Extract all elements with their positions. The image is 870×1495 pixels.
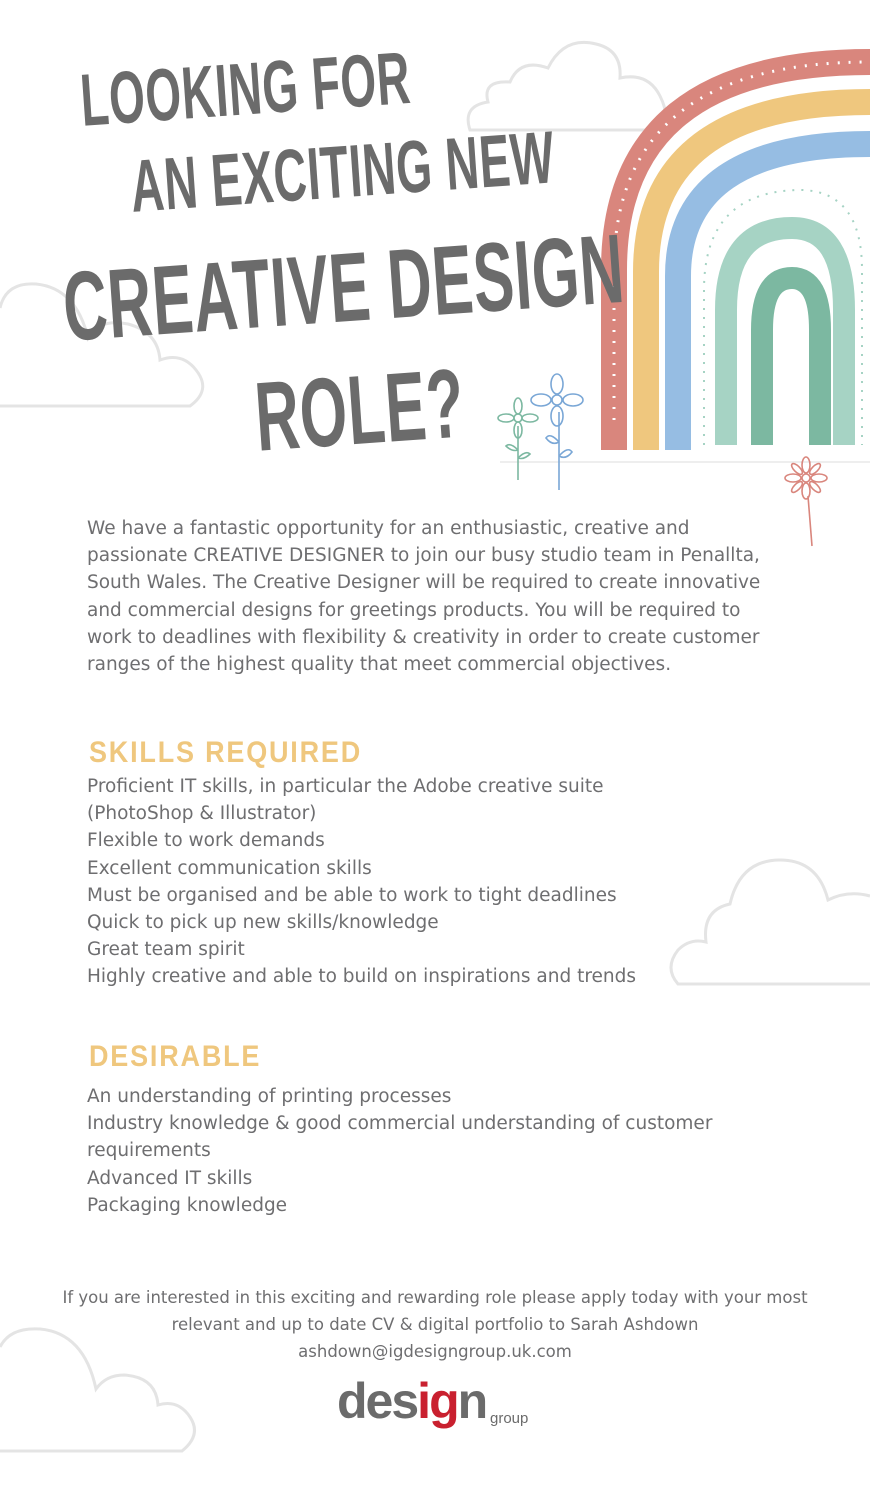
rainbow-illustration bbox=[592, 40, 870, 470]
list-item: Excellent communication skills bbox=[87, 857, 372, 879]
headline-line-4: ROLE? bbox=[251, 347, 468, 472]
list-item: Must be organised and be able to work to tight deadlines bbox=[87, 884, 617, 906]
list-item: Packaging knowledge bbox=[87, 1194, 288, 1216]
flower-red-illustration bbox=[784, 456, 828, 550]
intro-paragraph: We have a fantastic opportunity for an enthusiastic, creative and passionate CREATIVE DESIGNER to join our busy studio team in Penalltа, South Wales. The Creative Designer will be required to create innovative and commercial designs for greetings products. You will be required to work to deadlines with flexibility & creativity in order to create customer ranges of the highest quality that meet commercial objectives. bbox=[87, 518, 761, 676]
flower-blue-illustration bbox=[532, 372, 582, 494]
ig-design-group-logo bbox=[337, 1373, 537, 1446]
list-item: Great team spirit bbox=[87, 939, 245, 961]
application-instructions bbox=[60, 1284, 810, 1365]
skills-list bbox=[87, 773, 687, 991]
headline-line-3: CREATIVE DESIGN bbox=[59, 212, 628, 362]
list-item: Highly creative and able to build on inspirations and trends bbox=[87, 966, 637, 988]
logo-group-text: group bbox=[490, 1410, 529, 1427]
list-item: Industry knowledge & good commercial understanding of customer requirements bbox=[87, 1113, 713, 1162]
desirable-list bbox=[87, 1083, 787, 1219]
contact-email-link[interactable]: ashdown@igdesigngroup.uk.com bbox=[298, 1342, 572, 1361]
logo-wordmark: design bbox=[337, 1373, 487, 1429]
headline-line-1: LOOKING FOR bbox=[77, 35, 414, 142]
list-item: Quick to pick up new skills/knowledge bbox=[87, 912, 439, 934]
list-item: Proficient IT skills, in particular the Adobe creative suite (PhotoShop & Illustrator) bbox=[87, 776, 604, 825]
desirable-heading: DESIRABLE bbox=[89, 1040, 262, 1073]
application-text: If you are interested in this exciting and rewarding role please apply today with your most relevant and up to date CV & digital portfolio to Sarah Ashdown bbox=[62, 1288, 808, 1334]
list-item: Advanced IT skills bbox=[87, 1167, 253, 1189]
cloud-right-illustration bbox=[668, 852, 870, 992]
skills-required-heading: SKILLS REQUIRED bbox=[89, 736, 363, 769]
list-item: Flexible to work demands bbox=[87, 830, 325, 852]
list-item: An understanding of printing processes bbox=[87, 1086, 452, 1107]
headline-line-2: AN EXCITING NEW bbox=[127, 115, 558, 228]
